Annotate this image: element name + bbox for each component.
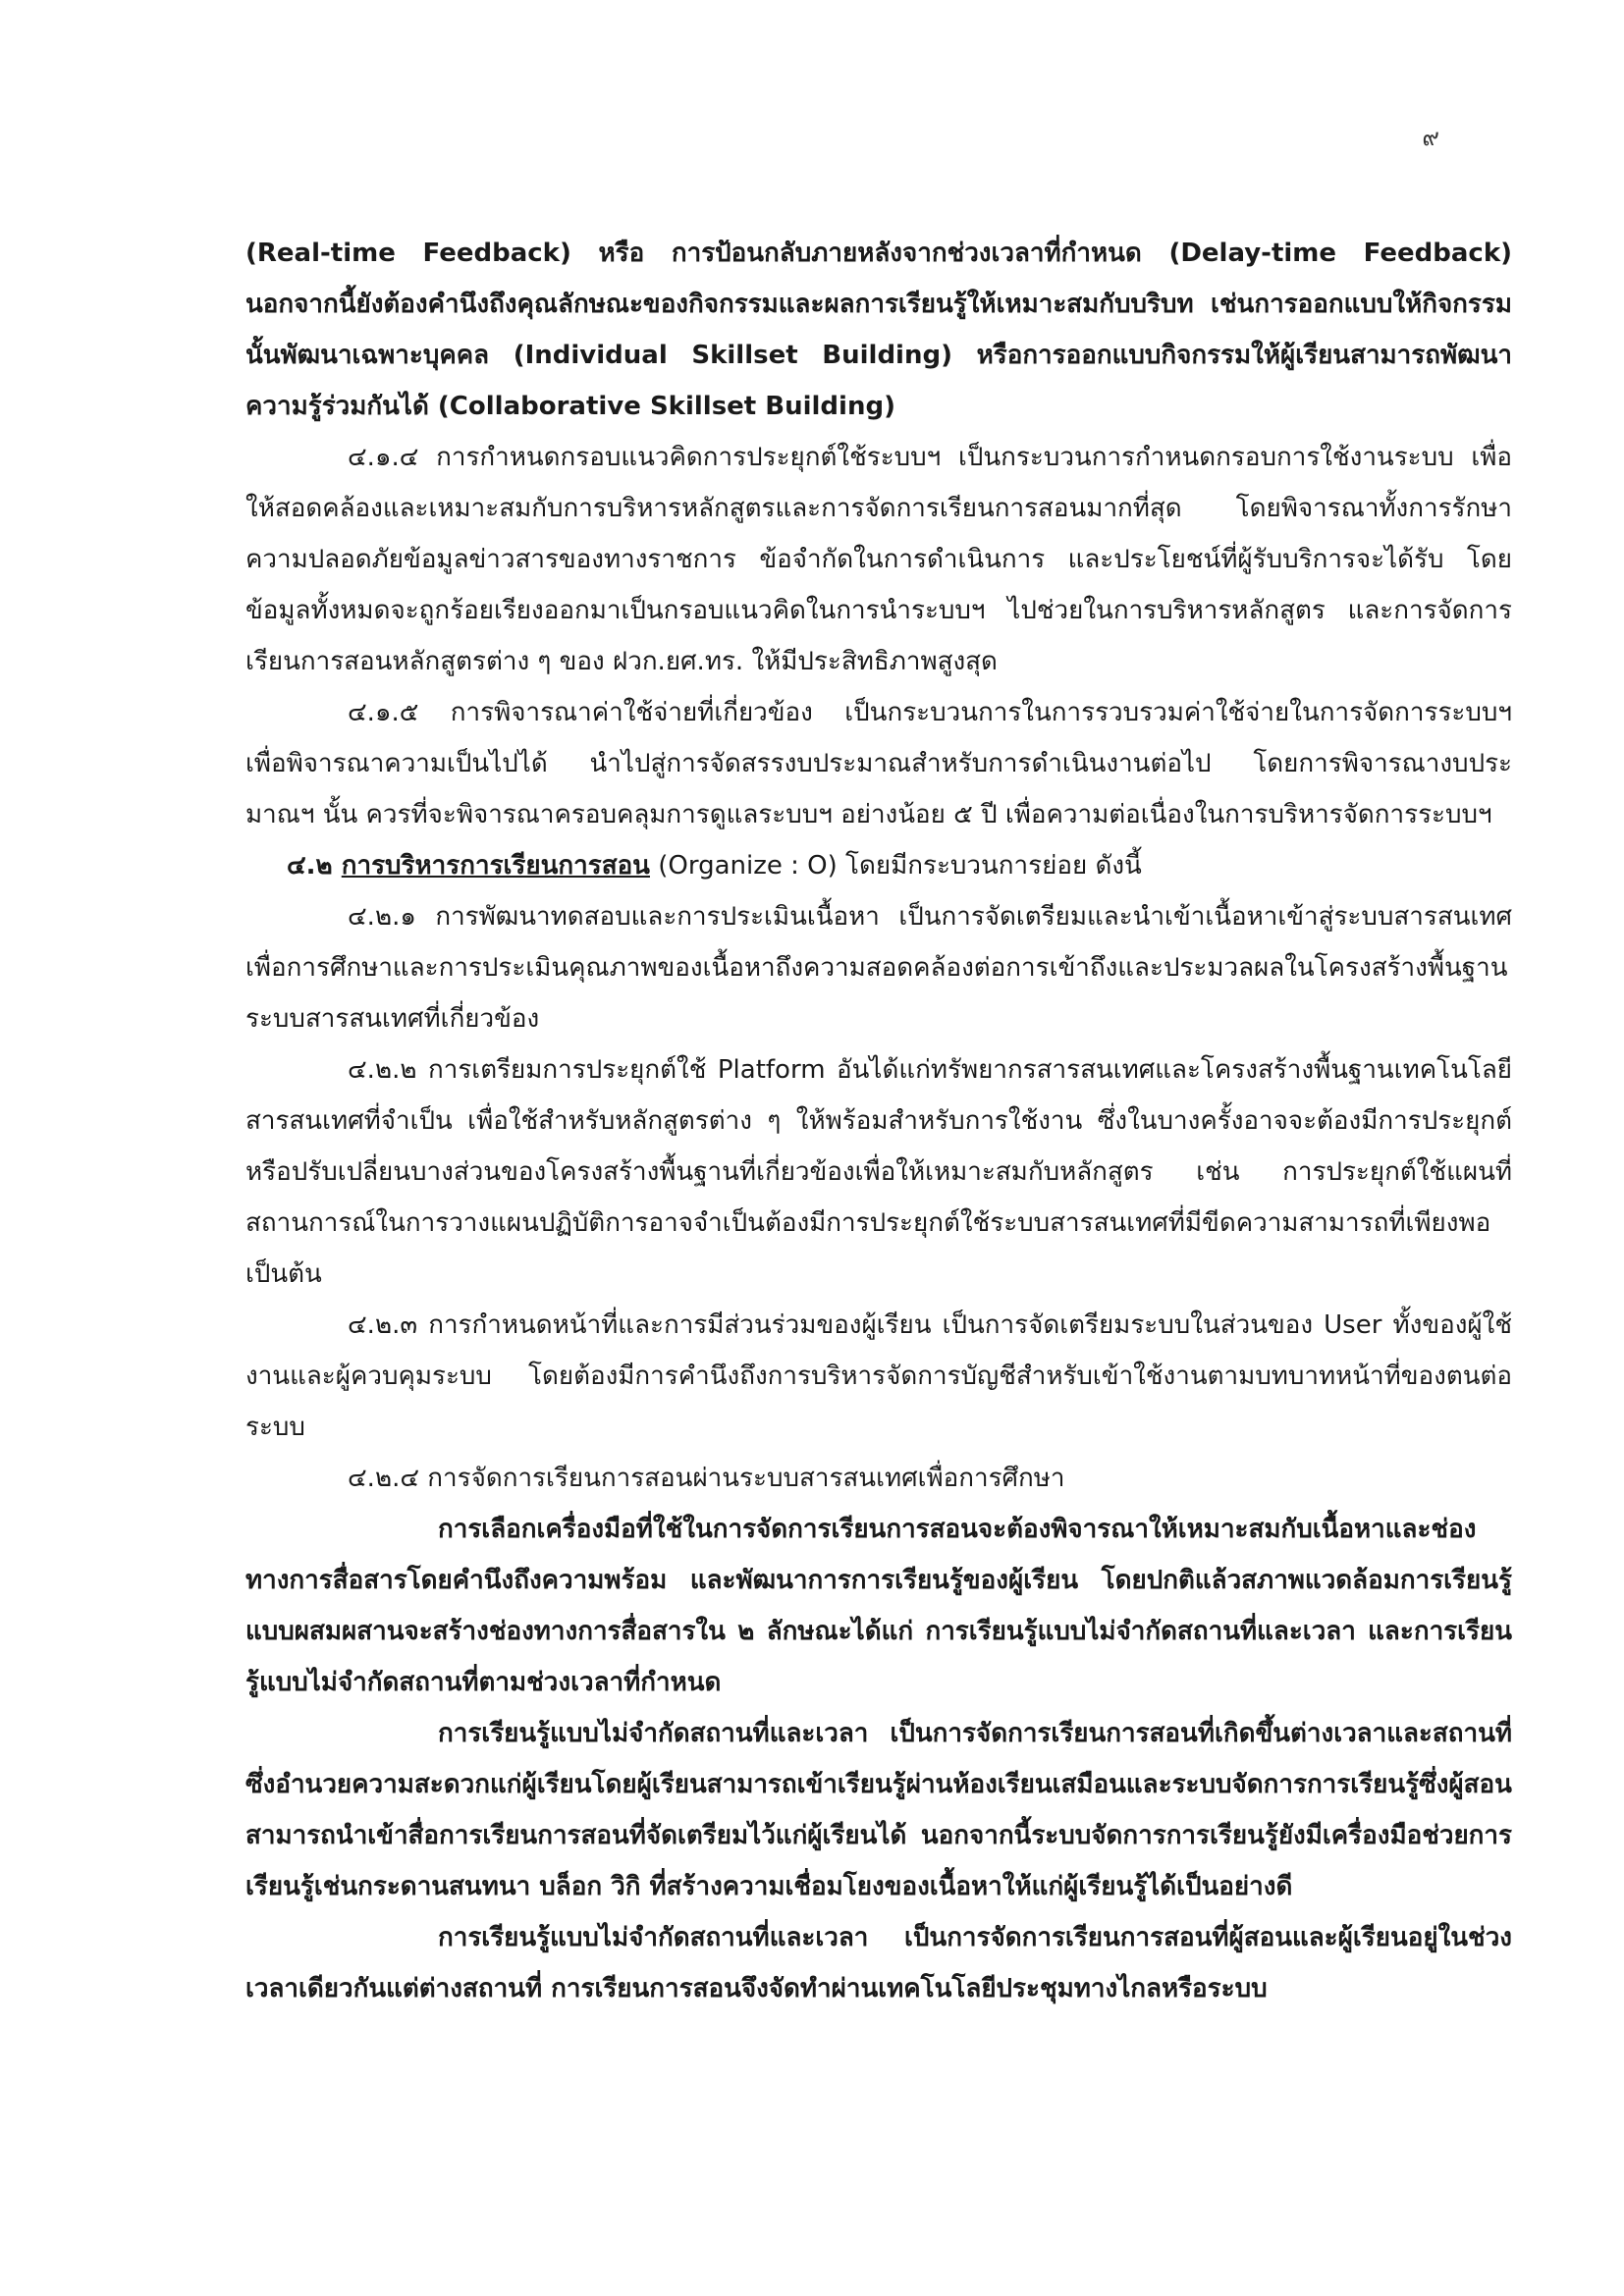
section-title-rest: (Organize : O) โดยมีกระบวนการย่อย ดังนี้ bbox=[649, 851, 1142, 881]
paragraph-4-2-4: ๔.๒.๔ การจัดการเรียนการสอนผ่านระบบสารสนเทศเพื่อการศึกษา bbox=[348, 1464, 1065, 1493]
paragraph-4-2-2: ๔.๒.๒ การเตรียมการประยุกต์ใช้ Platform อันได้แก่ทรัพยากรสารสนเทศและโครงสร้างพื้นฐานเทคโนโลยีสารสนเทศที่จำเป็น เพื่อใช้สำหรับหลักสูตรต่าง ๆ ให้พร้อมสำหรับการใช้งาน ซึ่งในบางครั้งอาจจะต้องมีการประยุกต์หรือปรับเปลี่ยนบางส่วนของโครงสร้างพื้นฐานที่เกี่ยวข้องเพื่อให้เหมาะสมกับหลักสูตร เช่น การประยุกต์ใช้แผนที่สถานการณ์ในการวางแผนปฏิบัติการอาจจำเป็นต้องมีการประยุกต์ใช้ระบบสารสนเทศที่มีขีดความสามารถที่เพียงพอ เป็นต้น bbox=[245, 1055, 1512, 1289]
page-number: ๙ bbox=[1422, 124, 1439, 151]
paragraph-4-1-4: ๔.๑.๔ การกำหนดกรอบแนวคิดการประยุกต์ใช้ระบบฯ เป็นกระบวนการกำหนดกรอบการใช้งานระบบ เพื่อให้สอดคล้องและเหมาะสมกับการบริหารหลักสูตรและการจัดการเรียนการสอนมากที่สุด โดยพิจารณาทั้งการรักษาความปลอดภัยข้อมูลข่าวสารของทางราชการ ข้อจำกัดในการดำเนินการ และประโยชน์ที่ผู้รับบริการจะได้รับ โดยข้อมูลทั้งหมดจะถูกร้อยเรียงออกมาเป็นกรอบแนวคิดในการนำระบบฯ ไปช่วยในการบริหารหลักสูตร และการจัดการเรียนการสอนหลักสูตรต่าง ๆ ของ ฝวก.ยศ.ทร. ให้มีประสิทธิภาพสูงสุด bbox=[245, 443, 1512, 676]
document-body bbox=[245, 228, 1512, 2014]
paragraph-4-2-3: ๔.๒.๓ การกำหนดหน้าที่และการมีส่วนร่วมของผู้เรียน เป็นการจัดเตรียมระบบในส่วนของ User ทั้งของผู้ใช้งานและผู้ควบคุมระบบ โดยต้องมีการคำนึงถึงการบริหารจัดการบัญชีสำหรับเข้าใช้งานตามบทบาทหน้าที่ของตนต่อระบบ bbox=[245, 1310, 1512, 1442]
section-title: การบริหารการเรียนการสอน bbox=[341, 851, 650, 881]
paragraph-tool-selection: การเลือกเครื่องมือที่ใช้ในการจัดการเรียนการสอนจะต้องพิจารณาให้เหมาะสมกับเนื้อหาและช่องทางการสื่อสารโดยคำนึงถึงความพร้อม และพัฒนาการการเรียนรู้ของผู้เรียน โดยปกติแล้วสภาพแวดล้อมการเรียนรู้แบบผสมผสานจะสร้างช่องทางการสื่อสารใน ๒ ลักษณะได้แก่ การเรียนรู้แบบไม่จำกัดสถานที่และเวลา และการเรียนรู้แบบไม่จำกัดสถานที่ตามช่วงเวลาที่กำหนด bbox=[245, 1515, 1512, 1697]
section-number: ๔.๒ bbox=[287, 851, 342, 881]
paragraph-4-1-5: ๔.๑.๕ การพิจารณาค่าใช้จ่ายที่เกี่ยวข้อง เป็นกระบวนการในการรวบรวมค่าใช้จ่ายในการจัดการระบบฯ เพื่อพิจารณาความเป็นไปได้ นำไปสู่การจัดสรรงบประมาณสำหรับการดำเนินงานต่อไป โดยการพิจารณางบประมาณฯ นั้น ควรที่จะพิจารณาครอบคลุมการดูแลระบบฯ อย่างน้อย ๕ ปี เพื่อความต่อเนื่องในการบริหารจัดการระบบฯ bbox=[245, 698, 1512, 829]
section-heading-4-2 bbox=[245, 840, 1512, 891]
paragraph-feedback-continued: (Real-time Feedback) หรือ การป้อนกลับภายหลังจากช่วงเวลาที่กำหนด (Delay-time Feedback) นอกจากนี้ยังต้องคำนึงถึงคุณลักษณะของกิจกรรมและผลการเรียนรู้ให้เหมาะสมกับบริบท เช่นการออกแบบให้กิจกรรมนั้นพัฒนาเฉพาะบุคคล (Individual Skillset Building) หรือการออกแบบกิจกรรมให้ผู้เรียนสามารถพัฒนาความรู้ร่วมกันได้ (Collaborative Skillset Building) bbox=[245, 239, 1512, 421]
paragraph-async-learning: การเรียนรู้แบบไม่จำกัดสถานที่และเวลา เป็นการจัดการเรียนการสอนที่เกิดขึ้นต่างเวลาและสถานที่ซึ่งอำนวยความสะดวกแก่ผู้เรียนโดยผู้เรียนสามารถเข้าเรียนรู้ผ่านห้องเรียนเสมือนและระบบจัดการการเรียนรู้ซึ่งผู้สอนสามารถนำเข้าสื่อการเรียนการสอนที่จัดเตรียมไว้แก่ผู้เรียนได้ นอกจากนี้ระบบจัดการการเรียนรู้ยังมีเครื่องมือช่วยการเรียนรู้เช่นกระดานสนทนา บล็อก วิกิ ที่สร้างความเชื่อมโยงของเนื้อหาให้แก่ผู้เรียนรู้ได้เป็นอย่างดี bbox=[245, 1719, 1512, 1901]
paragraph-sync-learning: การเรียนรู้แบบไม่จำกัดสถานที่และเวลา เป็นการจัดการเรียนการสอนที่ผู้สอนและผู้เรียนอยู่ในช่วงเวลาเดียวกันแต่ต่างสถานที่ การเรียนการสอนจึงจัดทำผ่านเทคโนโลยีประชุมทางไกลหรือระบบ bbox=[245, 1923, 1512, 2003]
paragraph-4-2-1: ๔.๒.๑ การพัฒนาทดสอบและการประเมินเนื้อหา เป็นการจัดเตรียมและนำเข้าเนื้อหาเข้าสู่ระบบสารสนเทศเพื่อการศึกษาและการประเมินคุณภาพของเนื้อหาถึงความสอดคล้องต่อการเข้าถึงและประมวลผลในโครงสร้างพื้นฐานระบบสารสนเทศที่เกี่ยวข้อง bbox=[245, 902, 1512, 1034]
